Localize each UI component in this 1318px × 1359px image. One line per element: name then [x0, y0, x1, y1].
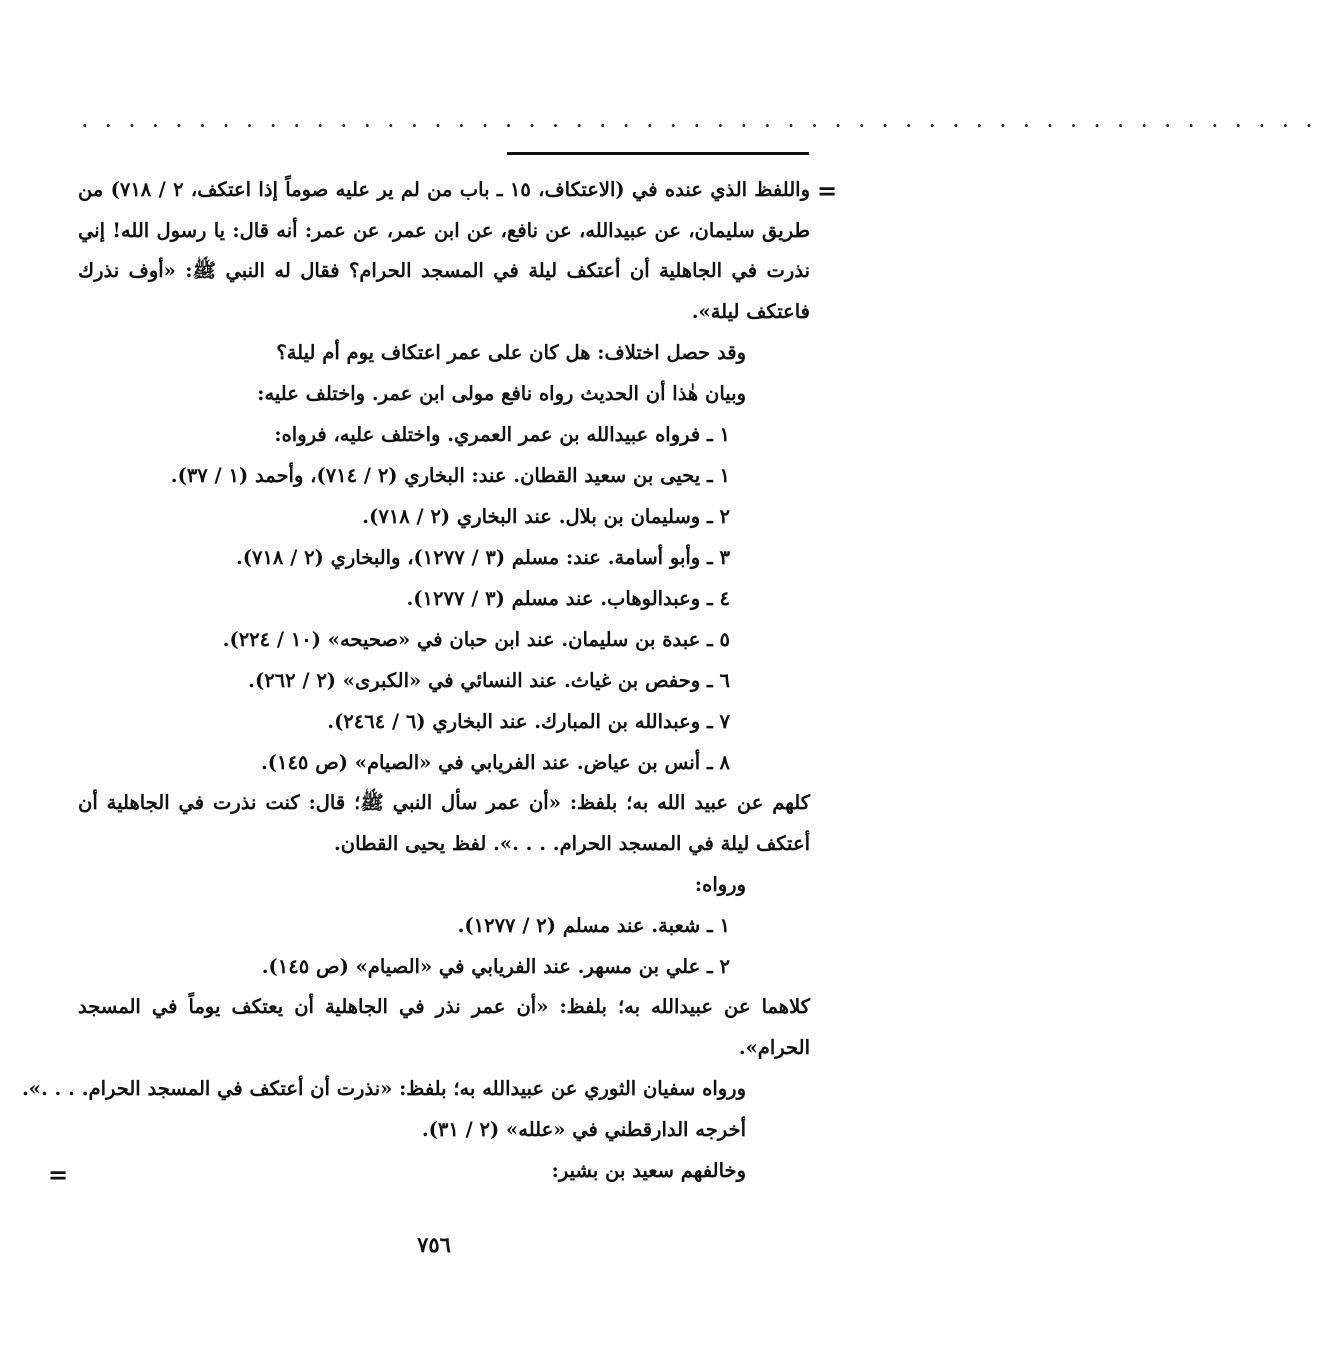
narrator-item: ١ ـ شعبة. عند مسلم (٢ / ١٢٧٧). [457, 914, 730, 937]
footnote-paragraph: كلهم عن عبيد الله به؛ بلفظ: «أن عمر سأل النبي ﷺ؛ قال: كنت نذرت في الجاهلية أن أعتكف ليلة في المسجد الحرام. . . .». لفظ يحيى القطان. [78, 791, 810, 855]
header-dotted-rule: . . . . . . . . . . . . . . . . . . . . . . . . . . . . . . . . . . . . . . . . . . . . . . . . . . . . . [82, 112, 1318, 131]
narrator-item: ٦ ـ وحفص بن غياث. عند النسائي في «الكبرى» (٢ / ٢٦٢). [248, 669, 730, 692]
narrator-item: ٢ ـ وسليمان بن بلال. عند البخاري (٢ / ٧١٨). [362, 505, 730, 528]
footnote-line: ورواه سفيان الثوري عن عبيدالله به؛ بلفظ: «نذرت أن أعتكف في المسجد الحرام. . . .». [22, 1077, 746, 1100]
continuation-mark-bottom: = [48, 1160, 69, 1189]
narrator-item: ٨ ـ أنس بن عياض. عند الفريابي في «الصيام» (ص ١٤٥). [260, 751, 730, 774]
narrator-item: ٧ ـ وعبدالله بن المبارك. عند البخاري (٦ / ٢٤٦٤). [327, 710, 730, 733]
narrator-item: ٢ ـ علي بن مسهر. عند الفريابي في «الصيام» (ص ١٤٥). [261, 955, 730, 978]
narrator-item: ٣ ـ وأبو أسامة. عند: مسلم (٣ / ١٢٧٧)، والبخاري (٢ / ٧١٨). [235, 546, 730, 569]
narrator-group: ١ ـ فرواه عبيدالله بن عمر العمري. واختلف عليه، فرواه: [274, 423, 730, 446]
footnote-separator [507, 152, 809, 155]
footnote-intro: واللفظ الذي عنده في (الاعتكاف، ١٥ ـ باب من لم ير عليه صوماً إذا اعتكف، ٢ / ٧١٨) من طريق سليمان، عن عبيدالله، عن نافع، عن ابن عمر، عن عمر: أنه قال: يا رسول الله! إني نذرت في الجاهلية أن أعتكف ليلة في المسجد الحرام؟ فقال له النبي ﷺ: «أوف نذرك فاعتكف ليلة». [78, 178, 811, 323]
narrator-item: ٤ ـ وعبدالوهاب. عند مسلم (٣ / ١٢٧٧). [406, 587, 730, 610]
page-number: ٧٥٦ [417, 1232, 451, 1257]
footnote-line: ورواه: [694, 873, 746, 896]
footnote-line: وقد حصل اختلاف: هل كان على عمر اعتكاف يوم أم ليلة؟ [276, 341, 746, 364]
footnote-line: وبيان هٰذا أن الحديث رواه نافع مولى ابن عمر. واختلف عليه: [257, 382, 746, 405]
footnote-line: وخالفهم سعيد بن بشير: [551, 1159, 746, 1182]
footnote-paragraph: كلاهما عن عبيدالله به؛ بلفظ: «أن عمر نذر في الجاهلية أن يعتكف يوماً في المسجد الحرام». [78, 995, 810, 1059]
footnote-body [22, 170, 811, 1191]
narrator-item: ١ ـ يحيى بن سعيد القطان. عند: البخاري (٢ / ٧١٤)، وأحمد (١ / ٣٧). [170, 464, 730, 487]
continuation-mark-top: = [817, 176, 838, 205]
narrator-item: ٥ ـ عبدة بن سليمان. عند ابن حبان في «صحيحه» (١٠ / ٢٢٤). [222, 628, 730, 651]
footnote-line: أخرجه الدارقطني في «علله» (٢ / ٣١). [421, 1118, 746, 1141]
